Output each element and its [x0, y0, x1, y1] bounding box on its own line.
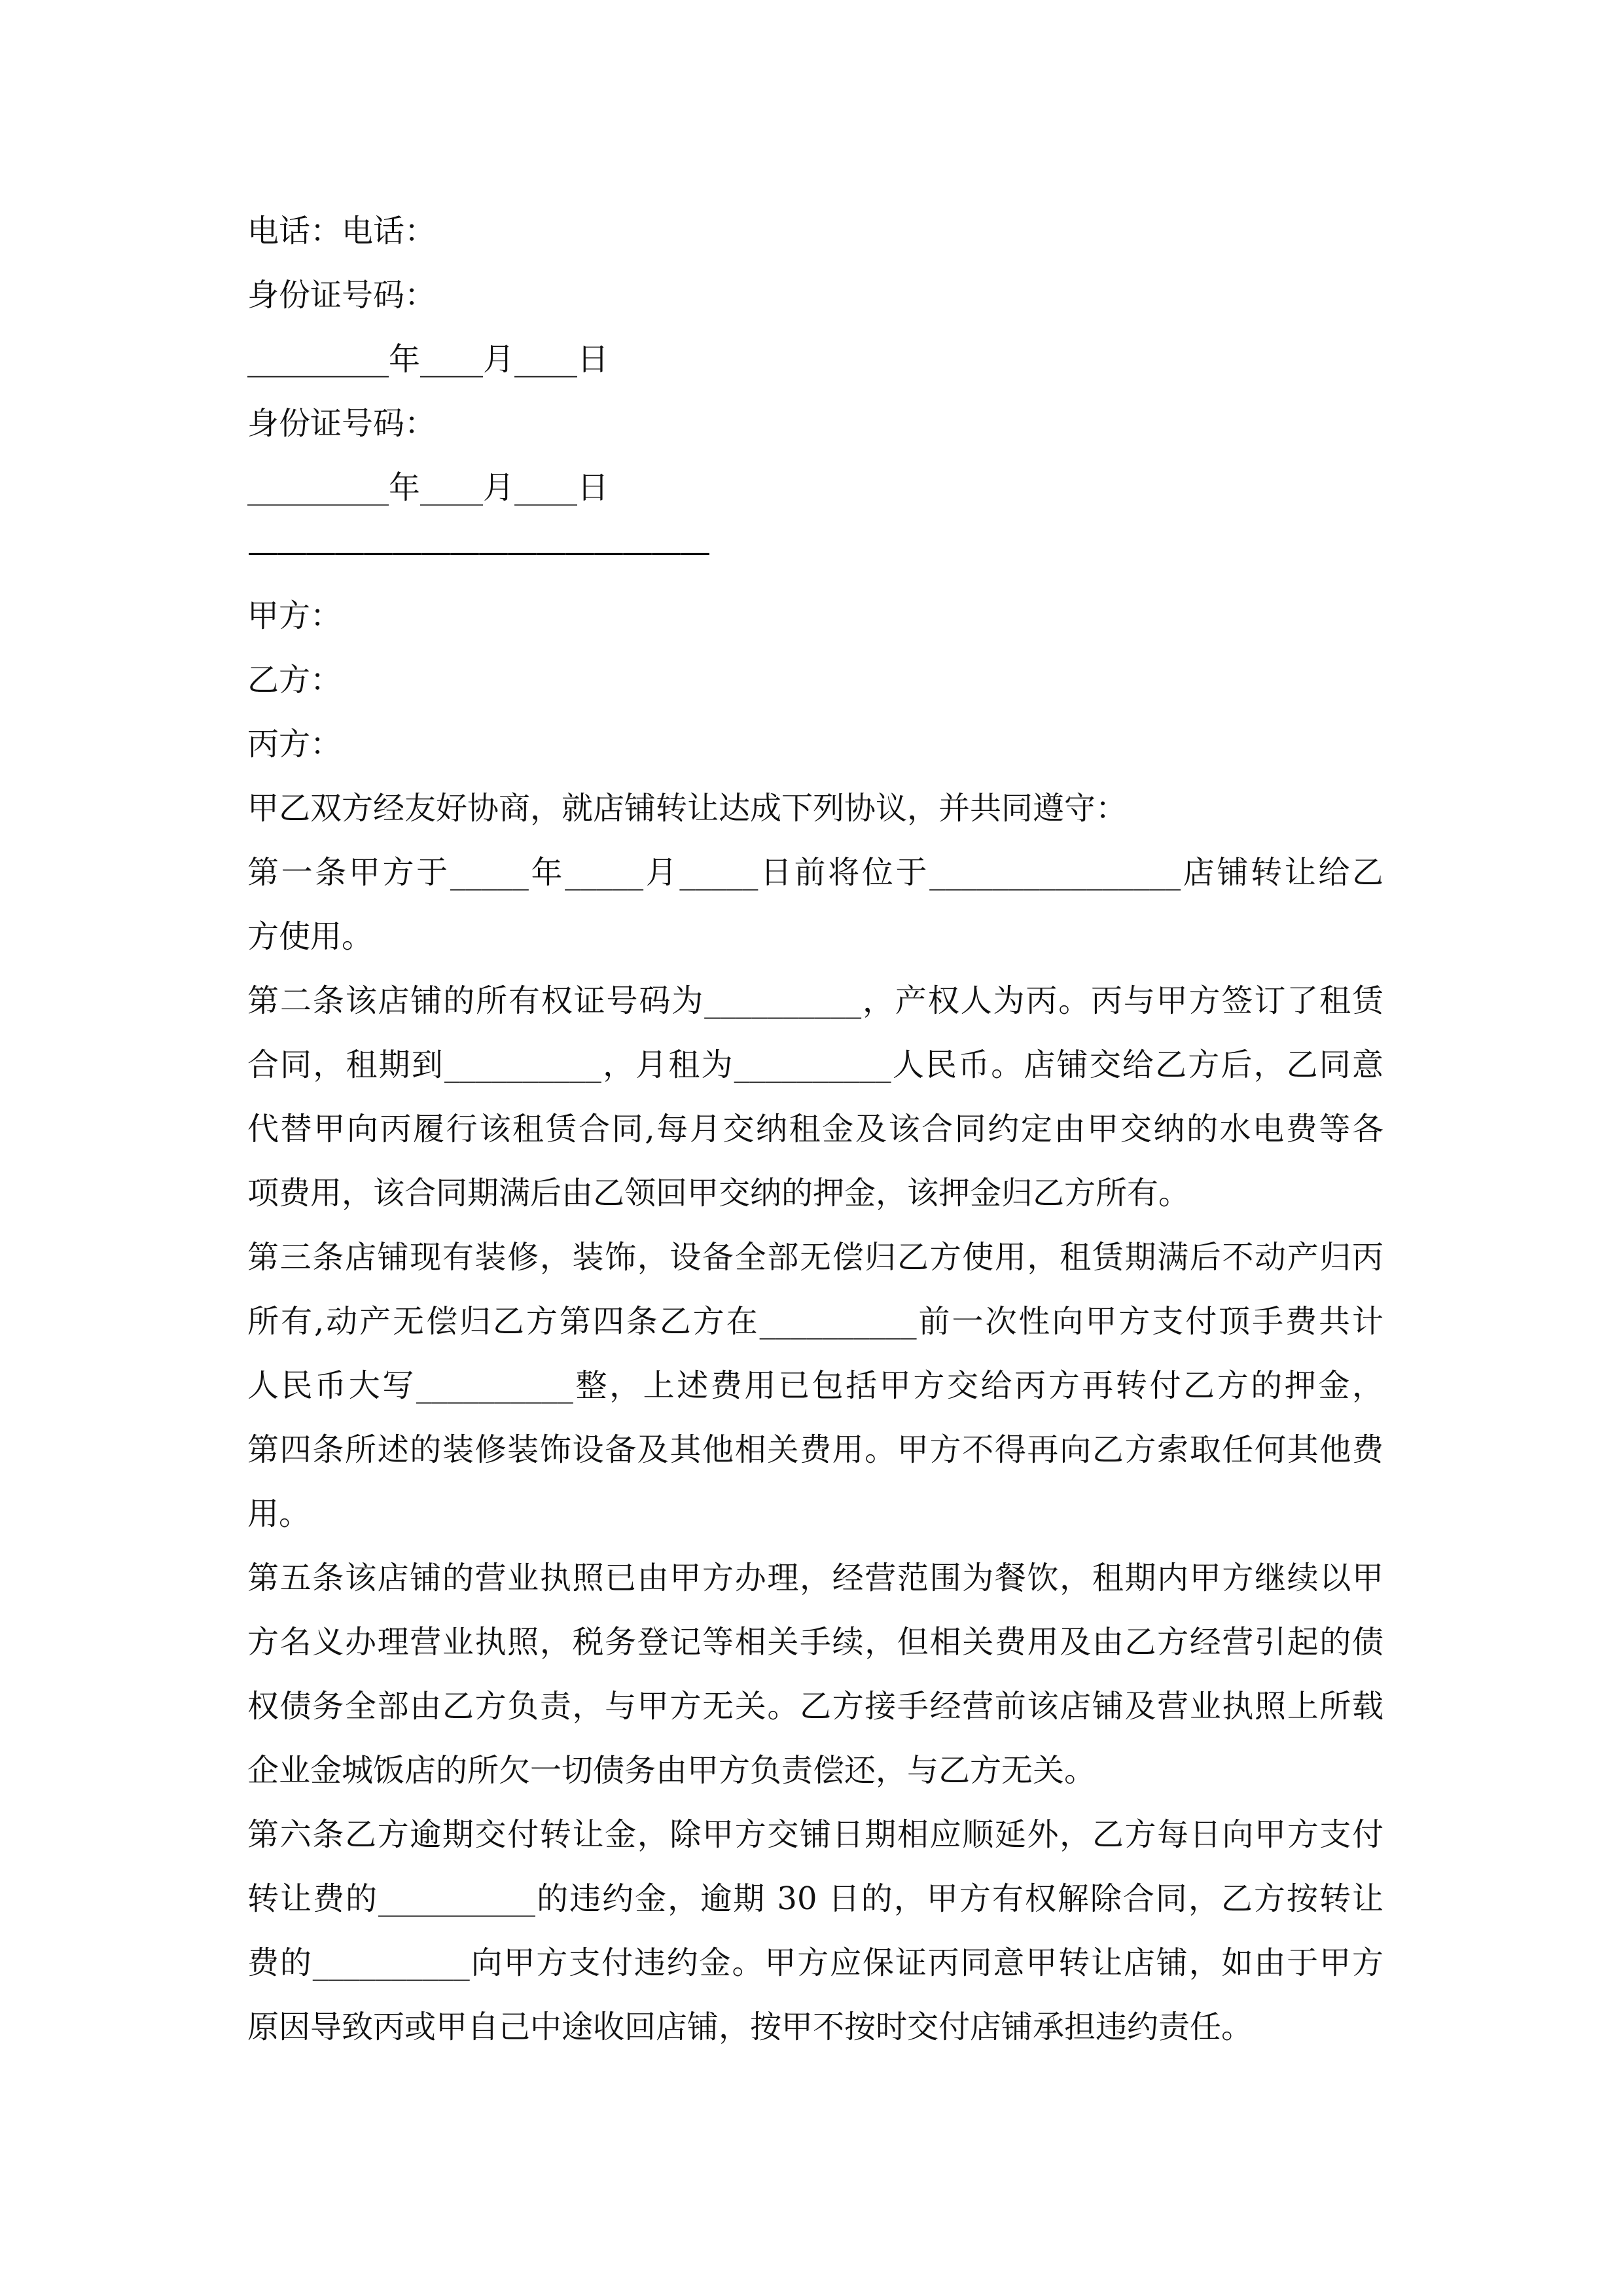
- separator-line: ————————————————: [247, 533, 708, 570]
- text-line: 电话：电话：: [247, 213, 437, 249]
- text-line: _________年____月____日: [247, 469, 609, 506]
- text-line: 乙方：: [247, 662, 342, 698]
- text-line: 转让费的__________的违约金，逾期 30 日的，甲方有权解除合同，乙方按转让: [247, 1880, 1383, 1917]
- text-line: 第五条该店铺的营业执照已由甲方办理，经营范围为餐饮，租期内甲方继续以甲: [247, 1560, 1383, 1596]
- text-line: 人民币大写__________整，上述费用已包括甲方交给丙方再转付乙方的押金，: [247, 1367, 1383, 1404]
- text-line: _________年____月____日: [247, 341, 609, 378]
- text-line: 第三条店铺现有装修，装饰，设备全部无偿归乙方使用，租赁期满后不动产归丙: [247, 1239, 1383, 1276]
- text-line: 用。: [247, 1496, 311, 1532]
- text-line: 身份证号码：: [247, 277, 437, 314]
- text-line: 第六条乙方逾期交付转让金，除甲方交铺日期相应顺延外，乙方每日向甲方支付: [247, 1816, 1383, 1853]
- text-line: 代替甲向丙履行该租赁合同,每月交纳租金及该合同约定由甲交纳的水电费等各: [247, 1111, 1383, 1147]
- text-line: 甲方：: [247, 598, 342, 634]
- text-line: 合同，租期到__________，月租为__________人民币。店铺交给乙方后，乙同意: [247, 1047, 1383, 1083]
- text-line: 原因导致丙或甲自己中途收回店铺，按甲不按时交付店铺承担违约责任。: [247, 2009, 1253, 2045]
- text-line: 所有,动产无偿归乙方第四条乙方在__________前一次性向甲方支付顶手费共计: [247, 1303, 1383, 1340]
- text-line: 甲乙双方经友好协商，就店铺转让达成下列协议，并共同遵守：: [247, 790, 1128, 827]
- text-line: 费的__________向甲方支付违约金。甲方应保证丙同意甲转让店铺，如由于甲方: [247, 1945, 1383, 1981]
- text-line: 第一条甲方于_____年_____月_____日前将位于________________店铺转让给乙: [247, 854, 1383, 891]
- text-line: 身份证号码：: [247, 405, 437, 442]
- text-line: 企业金城饭店的所欠一切债务由甲方负责偿还，与乙方无关。: [247, 1752, 1096, 1789]
- text-line: 第四条所述的装修装饰设备及其他相关费用。甲方不得再向乙方索取任何其他费: [247, 1431, 1383, 1468]
- text-line: 丙方：: [247, 726, 342, 762]
- document-body: [247, 199, 1383, 2059]
- text-line: 项费用，该合同期满后由乙领回甲交纳的押金，该押金归乙方所有。: [247, 1175, 1190, 1211]
- text-line: 方名义办理营业执照，税务登记等相关手续，但相关费用及由乙方经营引起的债: [247, 1624, 1383, 1660]
- text-line: 权债务全部由乙方负责，与甲方无关。乙方接手经营前该店铺及营业执照上所载: [247, 1688, 1383, 1725]
- text-line: 第二条该店铺的所有权证号码为__________，产权人为丙。丙与甲方签订了租赁: [247, 982, 1383, 1019]
- text-line: 方使用。: [247, 918, 374, 955]
